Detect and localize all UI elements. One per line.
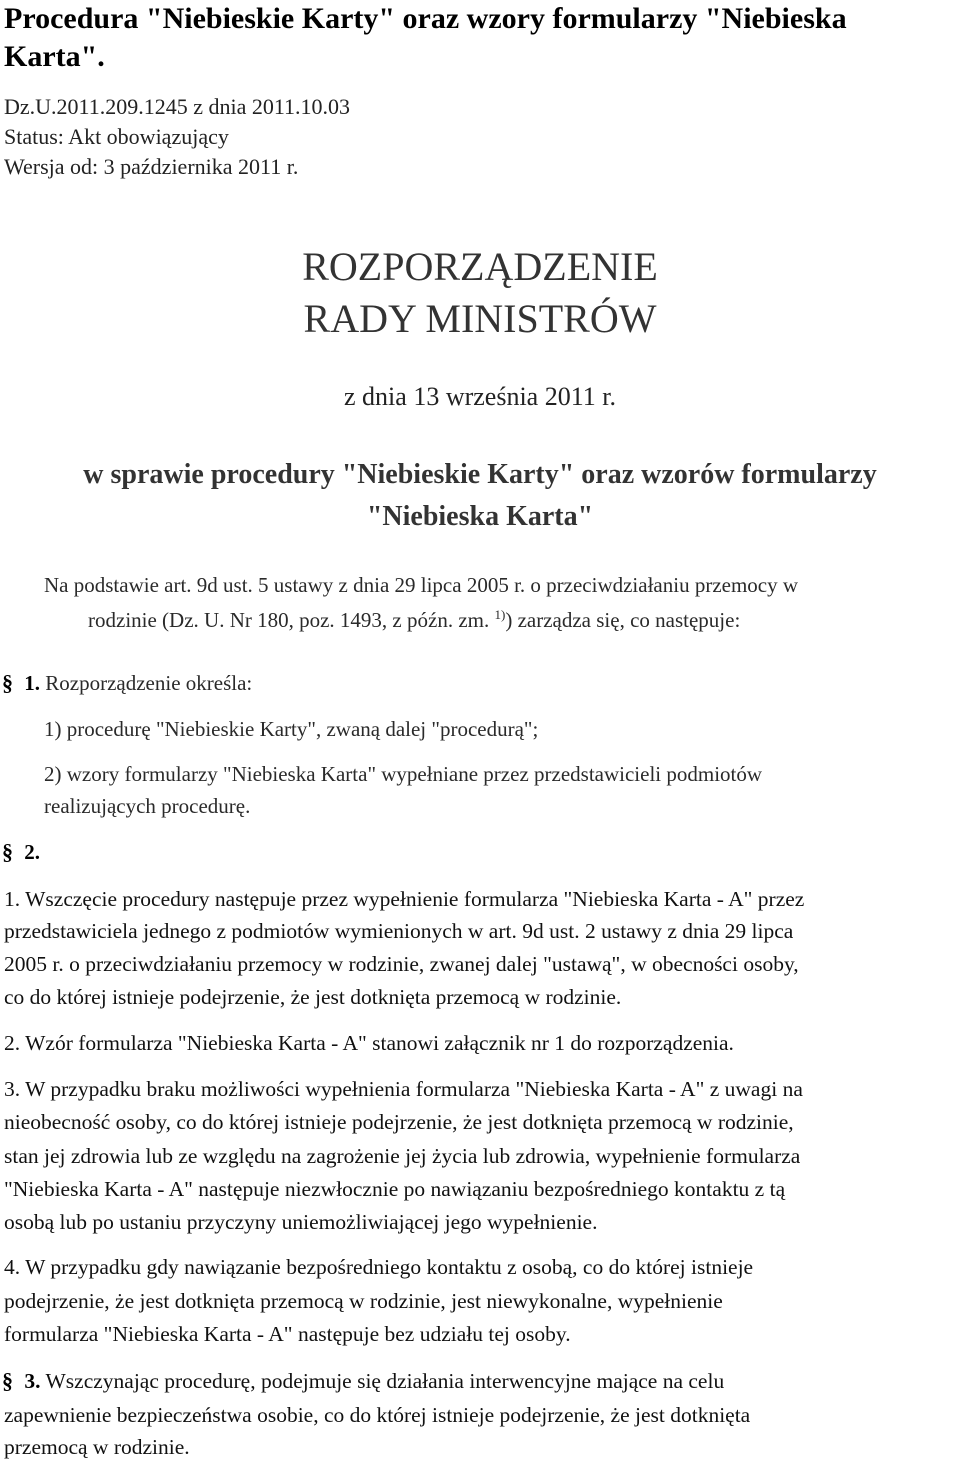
act-date: z dnia 13 września 2011 r. xyxy=(344,382,616,411)
section-3-text: Wszczynając procedurę, podejmuje się działania interwencyjne mające na celu xyxy=(45,1369,725,1393)
s2-p1-line3: 2005 r. o przeciwdziałaniu przemocy w rodzinie, zwanej dalej "ustawą", w obecności osoby, xyxy=(4,952,799,976)
s2-p2-line1: 2. Wzór formularza "Niebieska Karta - A" stanowi załącznik nr 1 do rozporządzenia. xyxy=(4,1031,734,1055)
document-title: Procedura "Niebieskie Karty" oraz wzory formularzy "Niebieska Karta". xyxy=(4,2,847,73)
section-1-item-2-line2: realizujących procedurę. xyxy=(44,794,251,818)
act-type-line2: RADY MINISTRÓW xyxy=(303,296,657,341)
act-type-line1: ROZPORZĄDZENIE xyxy=(302,244,658,289)
s2-p3-line1: 3. W przypadku braku możliwości wypełnienia formularza "Niebieska Karta - A" z uwagi na xyxy=(4,1077,803,1101)
section-3-heading xyxy=(2,1366,724,1396)
footnote-ref[interactable]: 1) xyxy=(494,607,506,622)
s3-line3: przemocą w rodzinie. xyxy=(4,1435,190,1459)
s2-p3-line5: osobą lub po ustaniu przyczyny uniemożliwiającej jego wypełnienie. xyxy=(4,1210,598,1234)
s2-p3-line2: nieobecność osoby, co do której istnieje podejrzenie, że jest dotknięta przemocą w rodzinie, xyxy=(4,1110,794,1134)
section-number: 2. xyxy=(24,840,40,864)
s2-p3-line3: stan jej zdrowia lub ze względu na zagrożenie jej życia lub zdrowia, wypełnienie formularza xyxy=(4,1144,801,1168)
s2-p1-line4: co do której istnieje podejrzenie, że jest dotknięta przemocą w rodzinie. xyxy=(4,985,622,1009)
preamble-text: rodzinie (Dz. U. Nr 180, poz. 1493, z późn. zm. xyxy=(88,608,490,632)
s2-p4-line3: formularza "Niebieska Karta - A" następuje bez udziału tej osoby. xyxy=(4,1322,571,1346)
section-1-text: Rozporządzenie określa: xyxy=(45,671,253,695)
section-symbol: § xyxy=(2,1368,13,1393)
section-number: 1. xyxy=(24,671,40,695)
act-subject-line1: w sprawie procedury "Niebieskie Karty" oraz wzorów formularzy xyxy=(83,459,877,490)
preamble-line1: Na podstawie art. 9d ust. 5 ustawy z dnia 29 lipca 2005 r. o przeciwdziałaniu przemocy w xyxy=(44,573,799,597)
section-1-item-1: 1) procedurę "Niebieskie Karty", zwaną dalej "procedurą"; xyxy=(44,717,539,741)
s2-p1-line2: przedstawiciela jednego z podmiotów wymienionych w art. 9d ust. 2 ustawy z dnia 29 lipca xyxy=(4,919,794,943)
section-1-item-2-line1: 2) wzory formularzy "Niebieska Karta" wypełniane przez przedstawicieli podmiotów xyxy=(44,762,763,786)
s3-line2: zapewnienie bezpieczeństwa osobie, co do której istnieje podejrzenie, że jest dotknięta xyxy=(4,1403,751,1427)
version-line: Wersja od: 3 października 2011 r. xyxy=(4,154,299,179)
citation: Dz.U.2011.209.1245 z dnia 2011.10.03 xyxy=(4,94,351,119)
s2-p4-line2: podejrzenie, że jest dotknięta przemocą w rodzinie, jest niewykonalne, wypełnienie xyxy=(4,1289,723,1313)
s2-p4-line1: 4. W przypadku gdy nawiązanie bezpośredniego kontaktu z osobą, co do której istnieje xyxy=(4,1255,754,1279)
section-1-heading xyxy=(2,670,252,696)
preamble-text-end: ) zarządza się, co następuje: xyxy=(505,608,741,632)
section-symbol: § xyxy=(2,670,13,695)
s2-p1-line1: 1. Wszczęcie procedury następuje przez wypełnienie formularza "Niebieska Karta - A" przez xyxy=(4,887,805,911)
status-line: Status: Akt obowiązujący xyxy=(4,124,229,149)
section-2-heading xyxy=(2,839,40,865)
section-symbol: § xyxy=(2,839,13,864)
act-subject-line2: "Niebieska Karta" xyxy=(366,501,594,532)
preamble-line2 xyxy=(88,607,740,633)
section-number: 3. xyxy=(24,1369,41,1393)
s2-p3-line4: "Niebieska Karta - A" następuje niezwłocznie po nawiązaniu bezpośredniego kontaktu z tą xyxy=(4,1177,786,1201)
